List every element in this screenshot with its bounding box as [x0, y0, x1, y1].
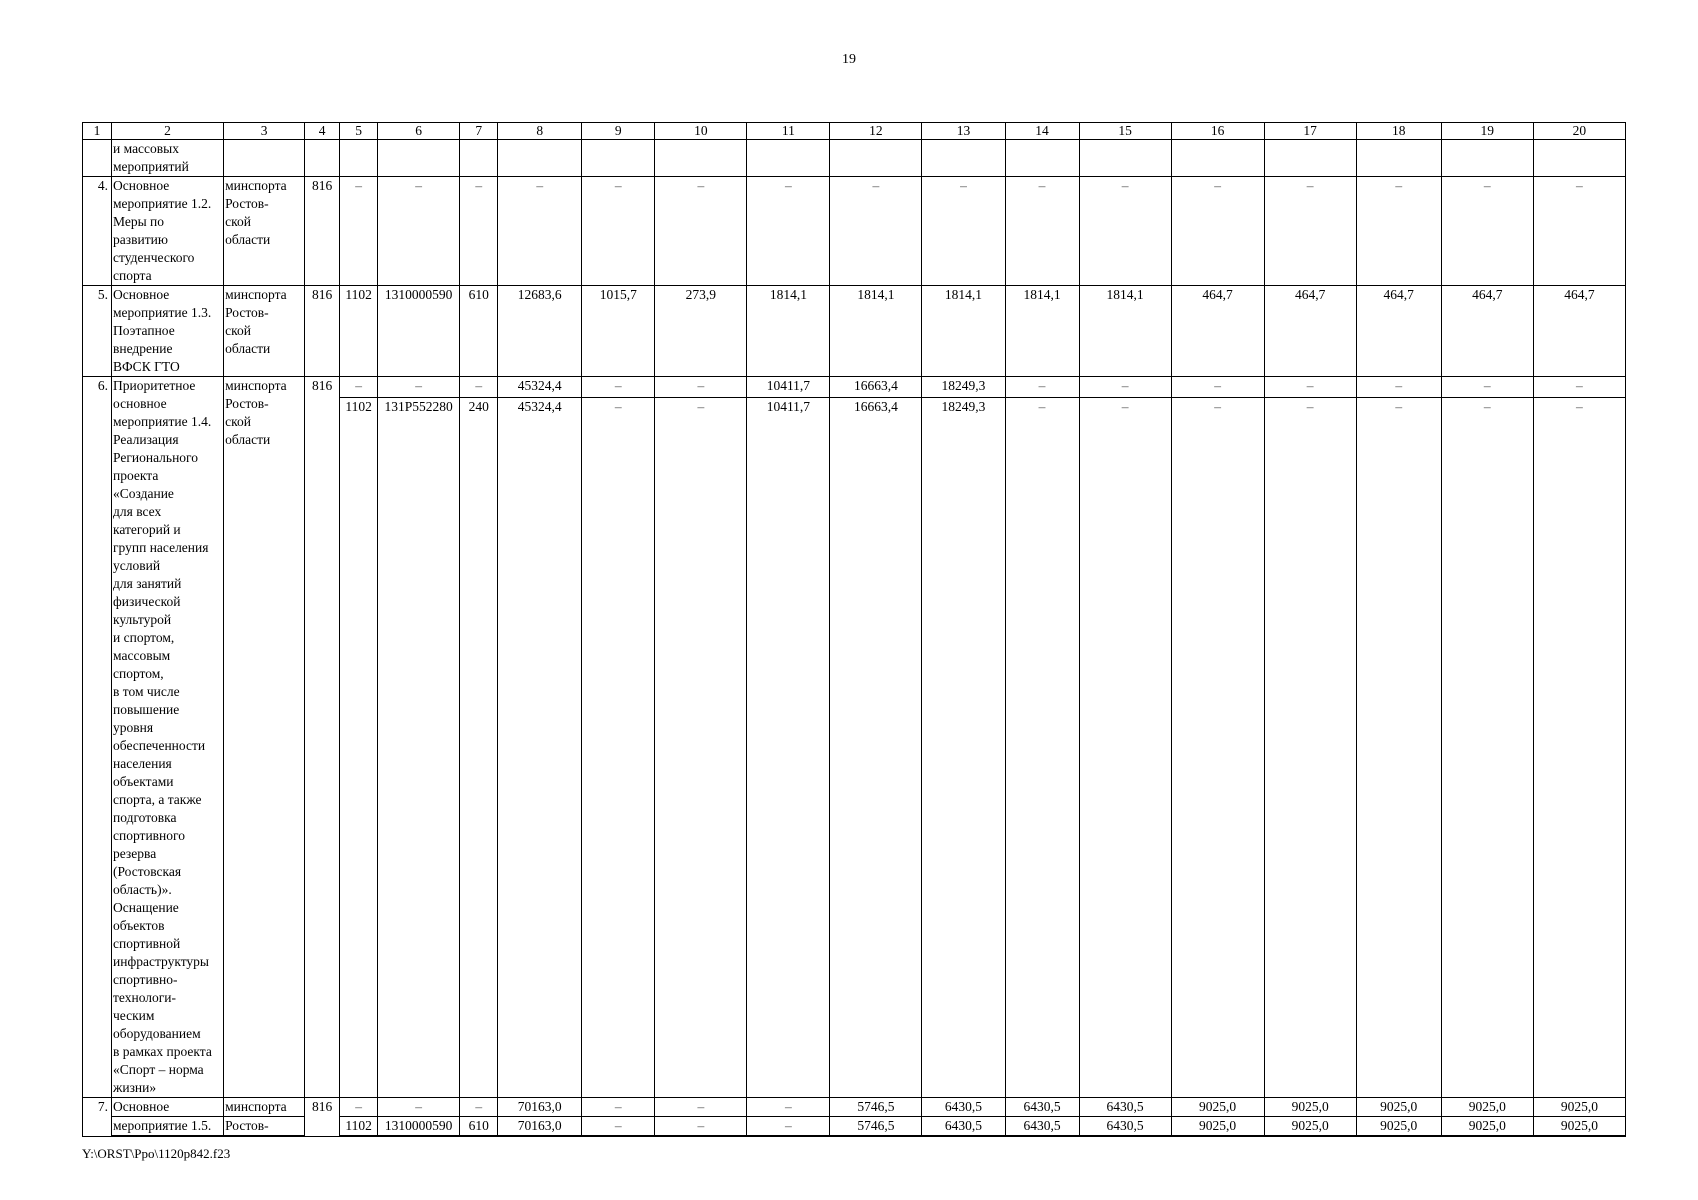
table-row-4	[83, 177, 1626, 286]
table-cell	[1079, 140, 1171, 177]
value-cell: 1814,1	[922, 286, 1005, 377]
value-cell: 464,7	[1356, 286, 1441, 377]
executor-cell: минспорта Ростов- ской области	[224, 377, 305, 1098]
value-cell: –	[1264, 177, 1356, 286]
value-cell: –	[582, 397, 655, 1097]
value-cell: –	[1356, 177, 1441, 286]
value-cell: 610	[460, 1117, 498, 1137]
row-number-cell	[83, 140, 112, 177]
value-cell: 9025,0	[1533, 1098, 1625, 1117]
value-cell: –	[747, 1098, 830, 1117]
column-header: 6	[378, 123, 460, 140]
value-cell: –	[1441, 397, 1533, 1097]
value-cell: 1814,1	[1005, 286, 1079, 377]
column-header: 14	[1005, 123, 1079, 140]
page-number: 19	[842, 52, 856, 67]
column-header: 9	[582, 123, 655, 140]
activity-name-cell: и массовых мероприятий	[112, 140, 224, 177]
value-cell: –	[378, 377, 460, 398]
value-cell: –	[1441, 177, 1533, 286]
executor-cell: минспорта Ростов- ской области	[224, 177, 305, 286]
value-cell: –	[1005, 377, 1079, 398]
value-cell: –	[340, 177, 378, 286]
value-cell: –	[830, 177, 922, 286]
value-cell: –	[1171, 377, 1264, 398]
value-cell: –	[655, 397, 747, 1097]
value-cell: 9025,0	[1356, 1098, 1441, 1117]
value-cell: –	[1441, 377, 1533, 398]
table-row-5	[83, 286, 1626, 377]
value-cell: 18249,3	[922, 397, 1005, 1097]
value-cell: –	[460, 1098, 498, 1117]
value-cell: 9025,0	[1356, 1117, 1441, 1137]
value-cell: 9025,0	[1171, 1098, 1264, 1117]
table-row-continued	[83, 140, 1626, 177]
value-cell: –	[582, 377, 655, 398]
table-cell	[830, 140, 922, 177]
value-cell: 464,7	[1441, 286, 1533, 377]
table-cell	[1005, 140, 1079, 177]
value-cell: –	[498, 177, 582, 286]
value-cell: 12683,6	[498, 286, 582, 377]
table-cell	[747, 140, 830, 177]
value-cell: 6430,5	[1005, 1098, 1079, 1117]
value-cell: 240	[460, 397, 498, 1097]
value-cell: –	[1005, 397, 1079, 1097]
column-header: 16	[1171, 123, 1264, 140]
value-cell: –	[1356, 377, 1441, 398]
value-cell: 6430,5	[1079, 1117, 1171, 1137]
value-cell: 9025,0	[1441, 1098, 1533, 1117]
value-cell: 464,7	[1533, 286, 1625, 377]
value-cell: –	[1171, 397, 1264, 1097]
value-cell: –	[1264, 377, 1356, 398]
value-cell: 273,9	[655, 286, 747, 377]
value-cell: –	[1079, 177, 1171, 286]
column-header: 4	[305, 123, 340, 140]
activity-name-cell: Приоритетное основное мероприятие 1.4. Реализация Регионального проекта «Создание для всех категорий и групп населения условий для занятий физической культурой и спортом, массовым спортом, в том числе повышение уровня обеспеченности населения объектами спорта, а также подготовка спортивного резерва (Ростовская область)». Оснащение объектов спортивной инфраструктуры спортивно- технологи- ческим оборудованием в рамках проекта «Спорт – норма жизни»	[112, 377, 224, 1098]
value-cell: –	[655, 1117, 747, 1137]
value-cell: 9025,0	[1533, 1117, 1625, 1137]
table-cell	[1356, 140, 1441, 177]
table-header-row	[83, 123, 1626, 140]
value-cell: 18249,3	[922, 377, 1005, 398]
value-cell: –	[340, 1098, 378, 1117]
value-cell: 6430,5	[1005, 1117, 1079, 1137]
value-cell: 464,7	[1171, 286, 1264, 377]
value-cell: 131P552280	[378, 397, 460, 1097]
value-cell: 6430,5	[922, 1098, 1005, 1117]
column-header: 17	[1264, 123, 1356, 140]
value-cell: –	[655, 377, 747, 398]
budget-table	[82, 122, 1626, 1137]
table-cell	[224, 140, 305, 177]
value-cell: 45324,4	[498, 397, 582, 1097]
value-cell: 1814,1	[830, 286, 922, 377]
value-cell: 16663,4	[830, 397, 922, 1097]
value-cell: 610	[460, 286, 498, 377]
value-cell: –	[1533, 377, 1625, 398]
value-cell: 10411,7	[747, 397, 830, 1097]
value-cell: –	[378, 177, 460, 286]
column-header: 8	[498, 123, 582, 140]
value-cell: 1102	[340, 1117, 378, 1137]
value-cell: –	[582, 1117, 655, 1137]
table-row-7-total	[83, 1098, 1626, 1117]
executor-cell: минспорта Ростов- ской области	[224, 286, 305, 377]
value-cell: 1310000590	[378, 1117, 460, 1137]
value-cell: –	[582, 177, 655, 286]
value-cell: 1015,7	[582, 286, 655, 377]
grbs-cell: 816	[305, 377, 340, 1098]
column-header: 19	[1441, 123, 1533, 140]
column-header: 7	[460, 123, 498, 140]
column-header: 5	[340, 123, 378, 140]
value-cell: –	[922, 177, 1005, 286]
table-cell	[1533, 140, 1625, 177]
value-cell: 9025,0	[1171, 1117, 1264, 1137]
value-cell: –	[1533, 397, 1625, 1097]
value-cell: 6430,5	[922, 1117, 1005, 1137]
table-cell	[1264, 140, 1356, 177]
value-cell: –	[747, 177, 830, 286]
column-header: 10	[655, 123, 747, 140]
table-cell	[922, 140, 1005, 177]
value-cell: –	[1079, 377, 1171, 398]
value-cell: –	[655, 177, 747, 286]
table-cell	[655, 140, 747, 177]
value-cell: –	[340, 377, 378, 398]
value-cell: –	[1079, 397, 1171, 1097]
file-path-footer: Y:\ORST\Ppo\1120p842.f23	[82, 1146, 231, 1161]
column-header: 2	[112, 123, 224, 140]
value-cell: 464,7	[1264, 286, 1356, 377]
grbs-cell: 816	[305, 177, 340, 286]
row-number-cell: 6.	[83, 377, 112, 1098]
table-cell	[582, 140, 655, 177]
activity-name-cell: мероприятие 1.5.	[112, 1117, 224, 1137]
value-cell: 816	[305, 286, 340, 377]
value-cell: 10411,7	[747, 377, 830, 398]
value-cell: 9025,0	[1441, 1117, 1533, 1137]
table-cell	[498, 140, 582, 177]
table-cell	[460, 140, 498, 177]
value-cell: 9025,0	[1264, 1117, 1356, 1137]
value-cell: –	[460, 177, 498, 286]
value-cell: 45324,4	[498, 377, 582, 398]
activity-name-cell: Основное	[112, 1098, 224, 1117]
value-cell: 5746,5	[830, 1117, 922, 1137]
value-cell: –	[1171, 177, 1264, 286]
value-cell: 1814,1	[1079, 286, 1171, 377]
value-cell: –	[460, 377, 498, 398]
column-header: 18	[1356, 123, 1441, 140]
value-cell: –	[378, 1098, 460, 1117]
value-cell: 16663,4	[830, 377, 922, 398]
value-cell: –	[1356, 397, 1441, 1097]
table-cell	[1441, 140, 1533, 177]
value-cell: –	[582, 1098, 655, 1117]
value-cell: 5746,5	[830, 1098, 922, 1117]
value-cell: –	[747, 1117, 830, 1137]
value-cell: –	[655, 1098, 747, 1117]
column-header: 20	[1533, 123, 1625, 140]
table-row-6-total	[83, 377, 1626, 398]
value-cell: 1102	[340, 397, 378, 1097]
value-cell: 70163,0	[498, 1098, 582, 1117]
value-cell: –	[1005, 177, 1079, 286]
value-cell: 1814,1	[747, 286, 830, 377]
activity-name-cell: Основное мероприятие 1.2. Меры по развитию студенческого спорта	[112, 177, 224, 286]
activity-name-cell: Основное мероприятие 1.3. Поэтапное внедрение ВФСК ГТО	[112, 286, 224, 377]
value-cell: –	[1533, 177, 1625, 286]
column-header: 1	[83, 123, 112, 140]
executor-cell: Ростов-	[224, 1117, 305, 1137]
value-cell: 6430,5	[1079, 1098, 1171, 1117]
value-cell: 9025,0	[1264, 1098, 1356, 1117]
column-header: 12	[830, 123, 922, 140]
table-cell	[1171, 140, 1264, 177]
table-cell	[305, 140, 340, 177]
column-header: 15	[1079, 123, 1171, 140]
row-number-cell: 7.	[83, 1098, 112, 1137]
value-cell: –	[1264, 397, 1356, 1097]
executor-cell: минспорта	[224, 1098, 305, 1117]
column-header: 3	[224, 123, 305, 140]
value-cell: 1102	[340, 286, 378, 377]
column-header: 11	[747, 123, 830, 140]
column-header: 13	[922, 123, 1005, 140]
table-cell	[378, 140, 460, 177]
grbs-cell: 816	[305, 1098, 340, 1137]
table-cell	[340, 140, 378, 177]
value-cell: 1310000590	[378, 286, 460, 377]
row-number-cell: 5.	[83, 286, 112, 377]
value-cell: 70163,0	[498, 1117, 582, 1137]
row-number-cell: 4.	[83, 177, 112, 286]
